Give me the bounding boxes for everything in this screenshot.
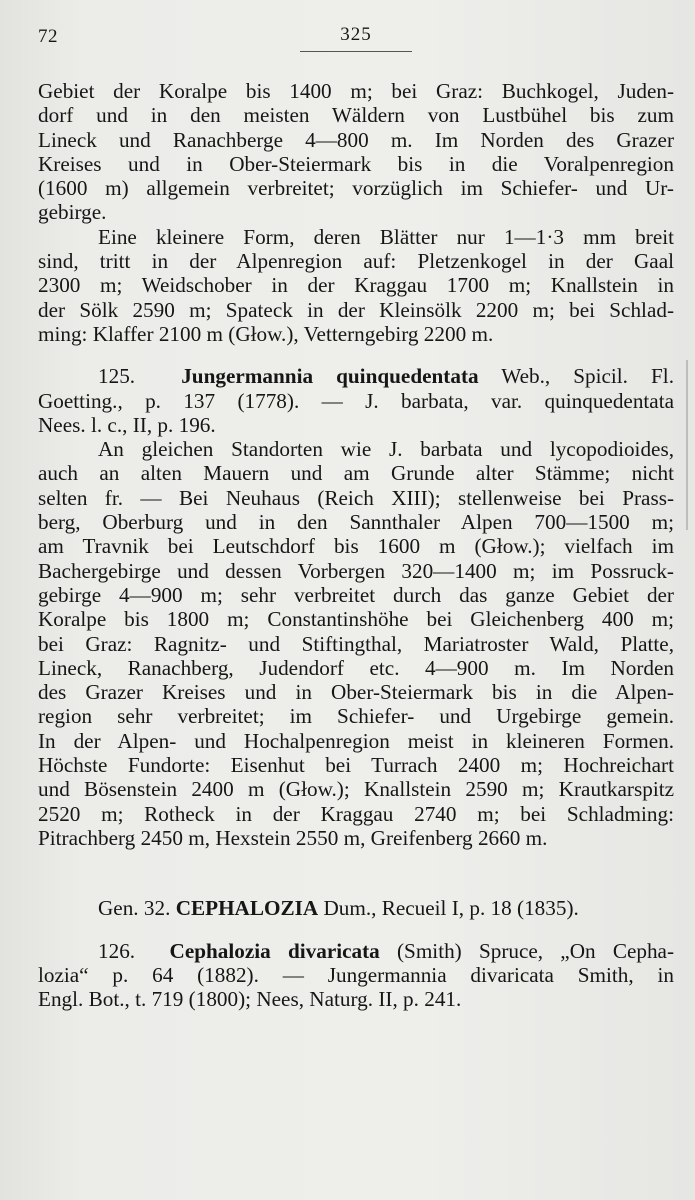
genus-citation: Dum., Recueil I, p. 18 (1835).: [323, 896, 579, 921]
text-line: An gleichen Standorten wie J. barbata und lycopodioides,: [98, 437, 674, 462]
entry-126-heading: [38, 939, 674, 1012]
genus-name: CEPHALOZIA: [175, 896, 319, 921]
text-line: am Travnik bei Leutschdorf bis 1600 m (Głow.); vielfach im: [38, 534, 674, 559]
genus-prefix: Gen. 32.: [98, 896, 171, 921]
text-line: Goetting., p. 137 (1778). — J. barbata, var. quinquedentata: [38, 388, 674, 413]
text-line: und Bösenstein 2400 m (Głow.); Knallstein 2590 m; Krautkarspitz: [38, 777, 674, 802]
text-line: 2520 m; Rotheck in der Kraggau 2740 m; bei Schladming:: [38, 801, 674, 826]
text-line: (1600 m) allgemein verbreitet; vorzüglich im Schiefer- und Ur-: [38, 176, 674, 201]
body-text: [38, 79, 674, 1011]
text-line: Gebiet der Koralpe bis 1400 m; bei Graz: Buchkogel, Juden-: [38, 79, 674, 103]
text-line: der Sölk 2590 m; Spateck in der Kleinsölk 2200 m; bei Schlad-: [38, 297, 674, 322]
genus-heading: [38, 896, 674, 920]
text-line: Nees. l. c., II, p. 196.: [38, 412, 216, 437]
species-name: Cephalozia divaricata: [169, 938, 380, 963]
genus-line: [38, 896, 674, 920]
text-line: In der Alpen- und Hochalpenregion meist in kleineren Formen.: [38, 728, 674, 753]
text-line: des Grazer Kreises und in Ober-Steiermark bis in die Alpen-: [38, 680, 674, 705]
text-line: Koralpe bis 1800 m; Constantinshöhe bei Gleichenberg 400 m;: [38, 607, 674, 632]
text-line: region sehr verbreitet; im Schiefer- und Urgebirge gemein.: [38, 704, 674, 729]
paragraph-koralpe-continuation: [38, 79, 674, 225]
entry-heading-line: [38, 364, 674, 388]
text-line: lozia“ p. 64 (1882). — Jungermannia divaricata Smith, in: [38, 962, 674, 987]
text-line: sind, tritt in der Alpenregion auf: Pletzenkogel in der Gaal: [38, 249, 674, 274]
text-line: Höchste Fundorte: Eisenhut bei Turrach 2400 m; Hochreichart: [38, 753, 674, 778]
text-line: selten fr. — Bei Neuhaus (Reich XIII); stellenweise bei Prass-: [38, 485, 674, 510]
citation: Web., Spicil. Fl.: [501, 364, 674, 389]
text-line: 2300 m; Weidschober in der Kraggau 1700 m; Knallstein in: [38, 273, 674, 298]
text-line: auch an alten Mauern und am Grunde alter Stämme; nicht: [38, 461, 674, 486]
entry-heading-line: [38, 939, 674, 963]
text-line: Kreises und in Ober-Steiermark bis in die Voralpenregion: [38, 151, 674, 176]
text-line: bei Graz: Ragnitz- und Stiftingthal, Mariatroster Wald, Platte,: [38, 631, 674, 656]
species-name: Jungermannia quinquedentata: [181, 364, 479, 389]
page-number: 72: [38, 26, 58, 47]
paragraph-125-localities: [38, 437, 674, 850]
text-line: Pitrachberg 2450 m, Hexstein 2550 m, Greifenberg 2660 m.: [38, 825, 548, 850]
text-line: Engl. Bot., t. 719 (1800); Nees, Naturg. II, p. 241.: [38, 987, 462, 1012]
sheet-number: 325: [300, 24, 412, 52]
text-line: dorf und in den meisten Wäldern von Lustbühel bis zum: [38, 103, 674, 128]
entry-125-heading: [38, 364, 674, 437]
text-line: berg, Oberburg und in den Sannthaler Alpen 700—1500 m;: [38, 510, 674, 535]
text-line: gebirge.: [38, 200, 107, 225]
text-line: ming: Klaffer 2100 m (Głow.), Vetterngebirg 2200 m.: [38, 321, 494, 346]
entry-number: 125.: [98, 364, 136, 389]
citation: (Smith) Spruce, „On Cepha-: [396, 938, 674, 963]
margin-mark: [686, 360, 688, 530]
paragraph-smaller-form: [38, 225, 674, 346]
text-line: Eine kleinere Form, deren Blätter nur 1—1·3 mm breit: [98, 224, 674, 249]
text-line: gebirge 4—900 m; sehr verbreitet durch das ganze Gebiet der: [38, 582, 674, 607]
text-line: Lineck und Ranachberge 4—800 m. Im Norden des Grazer: [38, 127, 674, 152]
entry-number: 126.: [98, 938, 136, 963]
text-line: Bachergebirge und dessen Vorbergen 320—1400 m; im Possruck-: [38, 558, 674, 583]
text-line: Lineck, Ranachberg, Judendorf etc. 4—900 m. Im Norden: [38, 655, 674, 680]
